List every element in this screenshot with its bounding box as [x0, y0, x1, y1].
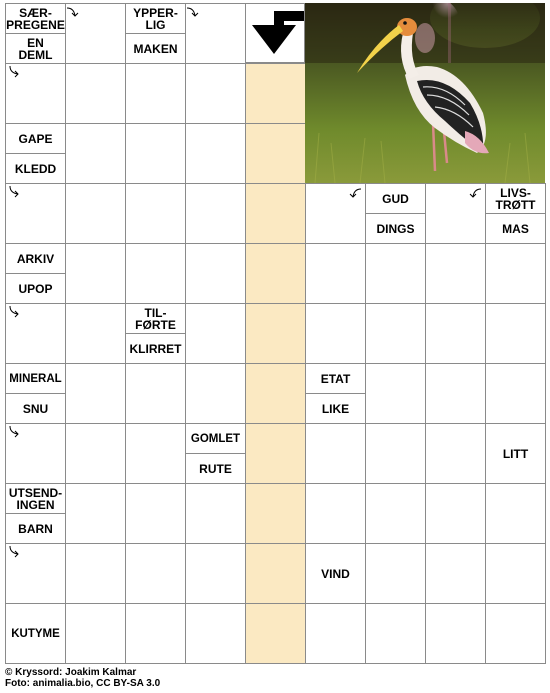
- solution-cell[interactable]: [245, 543, 306, 604]
- clue-ypperlig: YPPER- LIG: [125, 3, 186, 34]
- answer-cell[interactable]: [65, 423, 126, 484]
- answer-cell[interactable]: [125, 183, 186, 244]
- answer-cell[interactable]: [125, 543, 186, 604]
- answer-cell[interactable]: [425, 243, 486, 304]
- clue-like: LIKE: [305, 393, 366, 424]
- clue-en-deml: EN DEML: [5, 33, 66, 64]
- answer-cell[interactable]: [65, 543, 126, 604]
- clue-arkiv: ARKIV: [5, 243, 66, 274]
- clue-litt: LITT: [485, 423, 546, 484]
- answer-cell[interactable]: [485, 243, 546, 304]
- solution-down-arrow-icon: [246, 4, 304, 62]
- answer-cell[interactable]: [365, 423, 426, 484]
- answer-cell[interactable]: [65, 303, 126, 364]
- arrow-down-right-icon: [7, 185, 21, 199]
- answer-cell[interactable]: [425, 363, 486, 424]
- solution-cell[interactable]: [245, 423, 306, 484]
- clue-rute: RUTE: [185, 453, 246, 484]
- arrow-left-down-icon: [468, 186, 482, 200]
- answer-cell[interactable]: [125, 363, 186, 424]
- clue-saerpregen: SÆR- PREGENE: [5, 3, 66, 34]
- answer-cell[interactable]: [185, 123, 246, 184]
- answer-cell[interactable]: [365, 243, 426, 304]
- answer-cell[interactable]: [365, 303, 426, 364]
- answer-cell[interactable]: [305, 423, 366, 484]
- answer-cell[interactable]: [185, 603, 246, 664]
- clue-maken: MAKEN: [125, 33, 186, 64]
- answer-cell[interactable]: [125, 483, 186, 544]
- clue-kledd: KLEDD: [5, 153, 66, 184]
- answer-cell[interactable]: [305, 243, 366, 304]
- answer-cell[interactable]: [65, 603, 126, 664]
- clue-klirret: KLIRRET: [125, 333, 186, 364]
- solution-cell[interactable]: [245, 243, 306, 304]
- answer-cell[interactable]: [185, 63, 246, 124]
- answer-cell[interactable]: [125, 123, 186, 184]
- solution-cell[interactable]: [245, 483, 306, 544]
- stork-illustration: [305, 3, 545, 183]
- clue-gape: GAPE: [5, 123, 66, 154]
- clue-livstrott: LIVS- TRØTT: [485, 183, 546, 214]
- arrow-down-right-icon: [7, 305, 21, 319]
- credits: [5, 667, 160, 689]
- solution-arrow-block: [245, 3, 305, 63]
- credit-photo: Foto: animalia.bio, CC BY-SA 3.0: [5, 678, 161, 689]
- stork-photo: [305, 3, 545, 183]
- answer-cell[interactable]: [185, 243, 246, 304]
- solution-cell[interactable]: [245, 303, 306, 364]
- arrow-down-right-icon: [7, 425, 21, 439]
- clue-gud: GUD: [365, 183, 426, 214]
- arrow-right-down-icon: [66, 5, 80, 19]
- arrow-right-down-icon: [186, 5, 200, 19]
- answer-cell[interactable]: [425, 423, 486, 484]
- answer-cell[interactable]: [305, 483, 366, 544]
- clue-vind: VIND: [305, 543, 366, 604]
- answer-cell[interactable]: [125, 243, 186, 304]
- answer-cell[interactable]: [365, 543, 426, 604]
- answer-cell[interactable]: [185, 543, 246, 604]
- clue-gomlet: GOMLET: [185, 423, 246, 454]
- answer-cell[interactable]: [125, 63, 186, 124]
- clue-barn: BARN: [5, 513, 66, 544]
- clue-etat: ETAT: [305, 363, 366, 394]
- clue-mineral: MINERAL: [5, 363, 66, 394]
- clue-kutyme: KUTYME: [5, 603, 66, 664]
- answer-cell[interactable]: [425, 483, 486, 544]
- answer-cell[interactable]: [425, 603, 486, 664]
- solution-cell[interactable]: [245, 183, 306, 244]
- solution-cell[interactable]: [245, 63, 306, 124]
- answer-cell[interactable]: [125, 603, 186, 664]
- answer-cell[interactable]: [65, 183, 126, 244]
- answer-cell[interactable]: [365, 603, 426, 664]
- answer-cell[interactable]: [185, 483, 246, 544]
- answer-cell[interactable]: [485, 483, 546, 544]
- answer-cell[interactable]: [185, 303, 246, 364]
- solution-cell[interactable]: [245, 363, 306, 424]
- answer-cell[interactable]: [485, 543, 546, 604]
- answer-cell[interactable]: [365, 483, 426, 544]
- answer-cell[interactable]: [65, 63, 126, 124]
- answer-cell[interactable]: [65, 123, 126, 184]
- answer-cell[interactable]: [65, 363, 126, 424]
- clue-utsendingen: UTSEND- INGEN: [5, 483, 66, 514]
- answer-cell[interactable]: [485, 363, 546, 424]
- answer-cell[interactable]: [425, 543, 486, 604]
- answer-cell[interactable]: [485, 603, 546, 664]
- clue-dings: DINGS: [365, 213, 426, 244]
- clue-tilforte: TIL- FØRTE: [125, 303, 186, 334]
- arrow-left-down-icon: [348, 186, 362, 200]
- answer-cell[interactable]: [425, 303, 486, 364]
- answer-cell[interactable]: [65, 243, 126, 304]
- answer-cell[interactable]: [365, 363, 426, 424]
- clue-upop: UPOP: [5, 273, 66, 304]
- arrow-down-right-icon: [7, 545, 21, 559]
- answer-cell[interactable]: [125, 423, 186, 484]
- solution-cell[interactable]: [245, 123, 306, 184]
- answer-cell[interactable]: [305, 603, 366, 664]
- answer-cell[interactable]: [185, 363, 246, 424]
- clue-mas: MAS: [485, 213, 546, 244]
- answer-cell[interactable]: [65, 483, 126, 544]
- arrow-down-right-icon: [7, 65, 21, 79]
- clue-snu: SNU: [5, 393, 66, 424]
- answer-cell[interactable]: [185, 183, 246, 244]
- credit-crossword: © Kryssord: Joakim Kalmar: [5, 667, 137, 678]
- answer-cell[interactable]: [305, 303, 366, 364]
- solution-cell[interactable]: [245, 603, 306, 664]
- answer-cell[interactable]: [485, 303, 546, 364]
